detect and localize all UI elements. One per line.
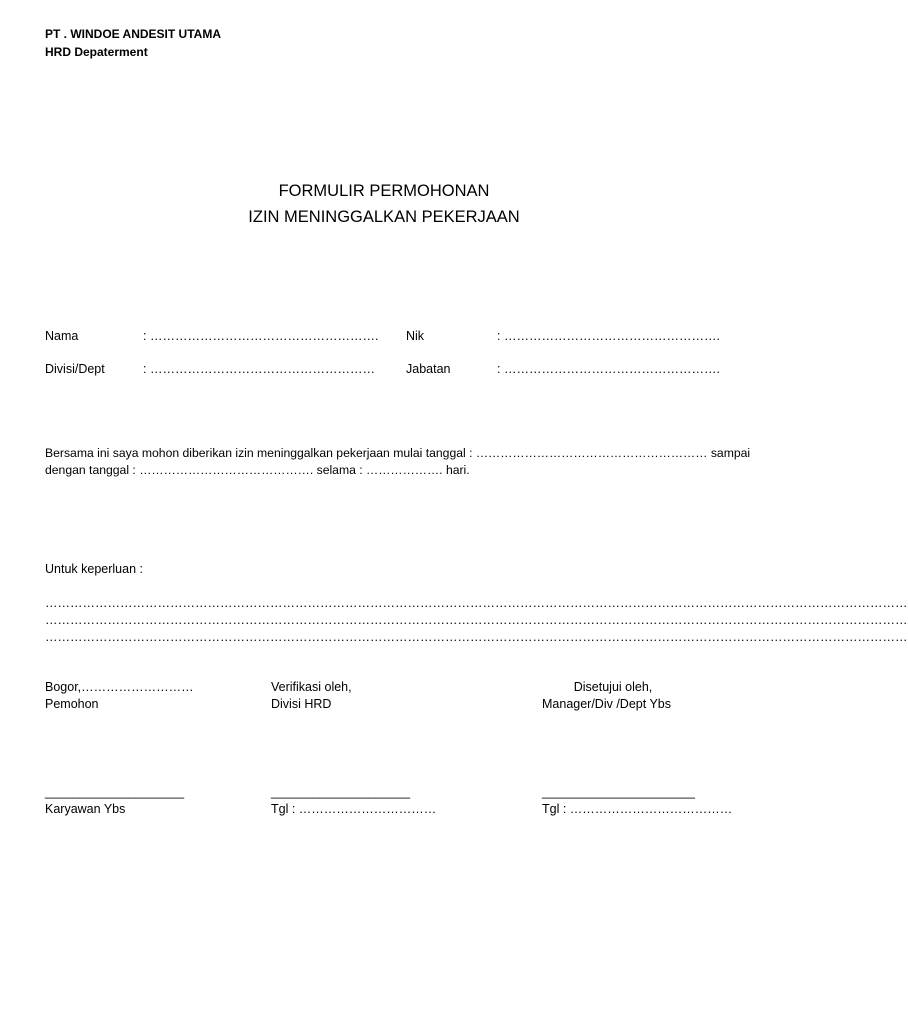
department-name: HRD Depaterment bbox=[45, 45, 148, 59]
nik-label: Nik bbox=[406, 329, 425, 343]
jabatan-label: Jabatan bbox=[406, 362, 451, 376]
divisi-label: Divisi/Dept bbox=[45, 362, 105, 376]
request-text-line2: dengan tanggal : ……………………………………. selama : ………………. hari. bbox=[45, 463, 470, 477]
form-title-line1: FORMULIR PERMOHONAN bbox=[278, 182, 490, 200]
purpose-line-1[interactable]: ……………………………………………………………………………………………………………………………………………………………………………………… bbox=[45, 596, 908, 610]
signature-manager-date: Tgl : ………………………………… bbox=[542, 802, 733, 816]
signature-line-manager: ______________________ bbox=[542, 785, 695, 799]
nama-label: Nama bbox=[45, 329, 79, 343]
signature-hrd-date: Tgl : …………………………… bbox=[271, 802, 437, 816]
signature-applicant-name: Karyawan Ybs bbox=[45, 802, 126, 816]
signature-applicant-label: Pemohon bbox=[45, 697, 99, 711]
purpose-line-3[interactable]: ……………………………………………………………………………………………………………………………………………………………………………………… bbox=[45, 630, 908, 644]
signature-place-date: Bogor,……………………… bbox=[45, 680, 194, 694]
signature-line-applicant: ____________________ bbox=[45, 785, 185, 799]
purpose-label: Untuk keperluan : bbox=[45, 562, 143, 576]
form-title-line2: IZIN MENINGGALKAN PEKERJAAN bbox=[248, 208, 520, 226]
signature-line-hrd: ____________________ bbox=[271, 785, 411, 799]
signature-hrd-label: Divisi HRD bbox=[271, 697, 332, 711]
signature-verified-by: Verifikasi oleh, bbox=[271, 680, 352, 694]
nama-field[interactable]: : ………………………………………………. bbox=[143, 329, 379, 343]
jabatan-field[interactable]: : ……………………………………………. bbox=[497, 362, 720, 376]
request-text-line1: Bersama ini saya mohon diberikan izin meninggalkan pekerjaan mulai tanggal : ………………………………………………… sampai bbox=[45, 446, 751, 460]
divisi-field[interactable]: : ……………………………………………… bbox=[143, 362, 375, 376]
signature-manager-label: Manager/Div /Dept Ybs bbox=[542, 697, 671, 711]
purpose-line-2[interactable]: ……………………………………………………………………………………………………………………………………………………………………………………… bbox=[45, 613, 908, 627]
company-name: PT . WINDOE ANDESIT UTAMA bbox=[45, 27, 221, 41]
signature-approved-by: Disetujui oleh, bbox=[573, 680, 653, 694]
nik-field[interactable]: : ……………………………………………. bbox=[497, 329, 720, 343]
